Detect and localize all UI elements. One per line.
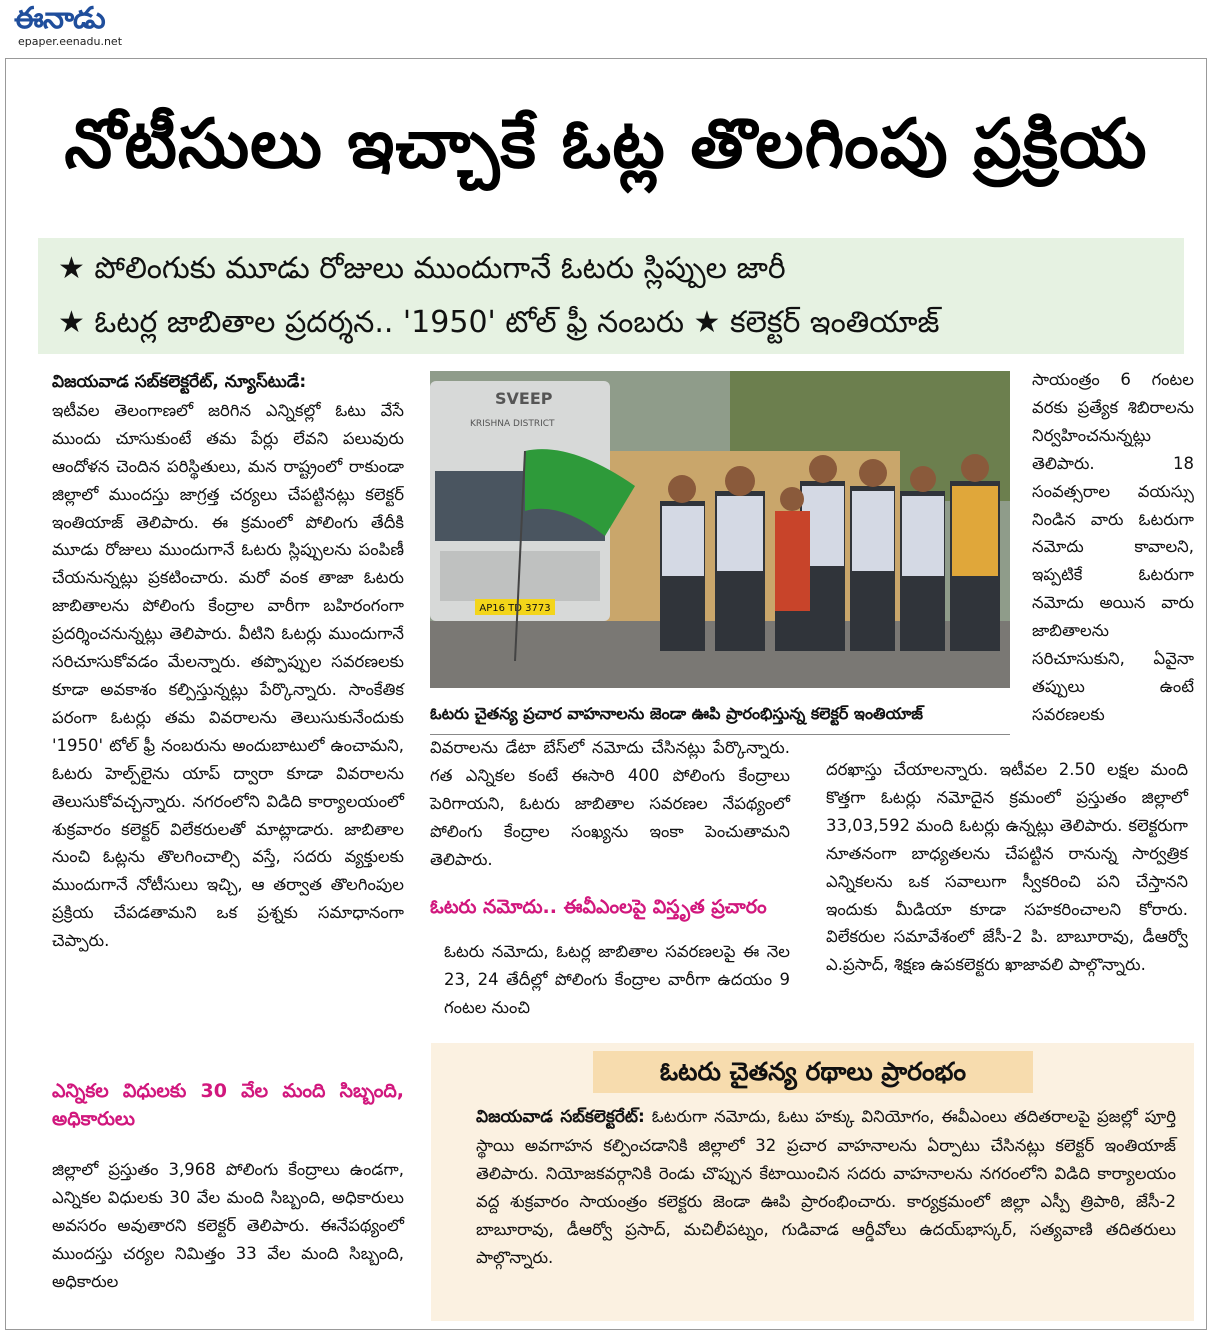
sidebar-story-text xyxy=(476,1103,1176,1271)
news-photo xyxy=(430,371,1010,688)
column-middle-right xyxy=(826,756,1188,979)
column-1 xyxy=(52,368,404,955)
license-plate: AP16 TD 3773 xyxy=(479,603,551,614)
dateline: విజయవాడ సబ్‌కలెక్టరేట్, న్యూస్‌టుడే: xyxy=(52,372,307,392)
epaper-url[interactable]: epaper.eenadu.net xyxy=(18,35,123,48)
sidebar-body: ఓటరుగా నమోదు, ఓటు హక్కు వినియోగం, ఈవీఎంలు తదితరాలపై ప్రజల్లో పూర్తి స్థాయి అవగాహన కల్పించడానికి జిల్లాలో 32 ప్రచార వాహనాలను ఏర్పాటు చేసినట్లు కలెక్టర్ ఇంతియాజ్ తెలిపారు. నియోజకవర్గానికి రెండు చొప్పున కేటాయించిన సదరు వాహనాలను నగరంలోని విడిది కార్యాలయం వద్ద శుక్రవారం సాయంత్రం కలెక్టరు జెండా ఊపి ప్రారంభించారు. కార్యక్రమంలో జిల్లా ఎస్పీ త్రిపాఠి, జేసీ-2 బాబూరావు, డీఆర్వో ప్రసాద్, మచిలీపట్నం, గుడివాడ ఆర్డీవోలు ఉదయ్‌భాస్కర్, సత్యవాణి తదితరులు పాల్గొన్నారు. xyxy=(476,1107,1176,1267)
column-middle-bottom-body: ఓటరు నమోదు, ఓటర్ల జాబితాల సవరణలపై ఈ నెల 23, 24 తేదీల్లో పోలింగు కేంద్రాల వారీగా ఉదయం 9 గంటల నుంచి xyxy=(444,942,790,1017)
photo-illustration xyxy=(430,371,1010,688)
masthead xyxy=(14,2,154,54)
column-middle-top xyxy=(430,734,790,874)
column-right-body: సాయంత్రం 6 గంటల వరకు ప్రత్యేక శిబిరాలను నిర్వహించనున్నట్లు తెలిపారు. 18 సంవత్సరాల వయస్సు నిండిన వారు ఓటరుగా నమోదు కావాలని, ఇప్పటికే ఓటరుగా నమోదు అయిన వారు జాబితాలను సరిచూసుకుని, ఏవైనా తప్పులు ఉంటే సవరణలకు xyxy=(1032,370,1194,724)
van-logo-text: SVEEP xyxy=(495,389,553,408)
photo-caption: ఓటరు చైతన్య ప్రచార వాహనాలను జెండా ఊపి ప్రారంభిస్తున్న కలెక్టర్ ఇంతియాజ్ xyxy=(430,704,923,723)
column-1-sub-body xyxy=(52,1156,404,1296)
column-middle-right-body: దరఖాస్తు చేయాలన్నారు. ఇటీవల 2.50 లక్షల మంది కొత్తగా ఓటర్లు నమోదైన క్రమంలో ప్రస్తుతం జిల్లాలో 33,03,592 మంది ఓటర్లు ఉన్నట్లు తెలిపారు. కలెక్టరుగా నూతనంగా బాధ్యతలను చేపట్టిన రానున్న సార్వత్రిక ఎన్నికలను ఒక సవాలుగా స్వీకరించి పని చేస్తానని ఇందుకు మీడియా కూడా సహకరించాలని కోరారు. విలేకరుల సమావేశంలో జేసీ-2 పి. బాబూరావు, డీఆర్వో ఎ.ప్రసాద్, శిక్షణ ఉపకలెక్టరు ఖాజావలి పాల్గొన్నారు. xyxy=(826,760,1188,975)
staff-paragraph: జిల్లాలో ప్రస్తుతం 3,968 పోలింగు కేంద్రాలు ఉండగా, ఎన్నికల విధులకు 30 వేల మంది సిబ్బంది, అధికారులు అవసరం అవుతారని కలెక్టర్ తెలిపారు. ఈనేపథ్యంలో ముందస్తు చర్యల నిమిత్తం 33 వేల మంది సిబ్బంది, అధికారుల xyxy=(52,1160,404,1291)
subheadline-1: ★ పోలింగుకు మూడు రోజులు ముందుగానే ఓటరు స్లిప్పుల జారీ xyxy=(58,251,786,286)
sidebar-story-title: ఓటరు చైతన్య రథాలు ప్రారంభం xyxy=(593,1051,1033,1093)
eenadu-logo: ఈనాడు xyxy=(14,1,105,36)
sidebar-dateline: విజయవాడ సబ్‌కలెక్టరేట్: xyxy=(476,1107,645,1127)
column-right xyxy=(1032,366,1194,729)
column-middle-bottom xyxy=(444,938,790,1022)
voter-registration-subheading: ఓటరు నమోదు.. ఈవీఎంలపై విస్తృత ప్రచారం xyxy=(430,896,767,918)
staff-subheading: ఎన్నికల విధులకు 30 వేల మంది సిబ్బంది, అధికారులు xyxy=(52,1080,404,1130)
article-headline: నోటీసులు ఇచ్చాకే ఓట్ల తొలగింపు ప్రక్రియ xyxy=(64,105,1148,184)
column-1-subhead xyxy=(52,1077,404,1133)
sidebar-story-box xyxy=(431,1043,1194,1321)
subheadline-box xyxy=(38,238,1184,354)
subheadline-2: ★ ఓటర్ల జాబితాల ప్రదర్శన.. '1950' టోల్ ఫ్రీ నంబరు ★ కలెక్టర్ ఇంతియాజ్ xyxy=(58,305,940,340)
van-district-text: KRISHNA DISTRICT xyxy=(470,419,555,429)
column-1-body: ఇటీవల తెలంగాణలో జరిగిన ఎన్నికల్లో ఓటు వేసే ముందు చూసుకుంటే తమ పేర్లు లేవని పలువురు ఆందోళన చెందిన పరిస్థితులు, మన రాష్ట్రంలో రాకుండా జిల్లాలో ముందస్తు జాగ్రత్త చర్యలు చేపట్టినట్లు కలెక్టర్ ఇంతియాజ్ తెలిపారు. ఈ క్రమంలో పోలింగు తేదీకి మూడు రోజులు ముందుగానే ఓటరు స్లిప్పులను పంపిణీ చేయనున్నట్లు ప్రకటించారు. మరో వంక తాజా ఓటరు జాబితాలను పోలింగు కేంద్రాల వారీగా బహిరంగంగా ప్రదర్శించనున్నట్లు తెలిపారు. వీటిని ఓటర్లు ముందుగానే సరిచూసుకోవడం మేలన్నారు. తప్పొప్పుల సవరణలకు కూడా అవకాశం కల్పిస్తున్నట్లు పేర్కొన్నారు. సాంకేతిక పరంగా ఓటర్లు తమ వివరాలను తెలుసుకునేందుకు '1950' టోల్ ఫ్రీ నంబరును అందుబాటులో ఉంచామని, ఓటరు హెల్ప్‌లైను యాప్ ద్వారా కూడా వివరాలను తెలుసుకోవచ్చన్నారు. నగరంలోని విడిది కార్యాలయంలో శుక్రవారం కలెక్టర్ విలేకరులతో మాట్లాడారు. జాబితాల నుంచి ఓట్లను తొలగించాల్సి వస్తే, సదరు వ్యక్తులకు ముందుగానే నోటీసులు ఇచ్చి, ఆ తర్వాత తొలగింపుల ప్రక్రియ చేపడతామని ఒక ప్రశ్నకు సమాధానంగా చెప్పారు. xyxy=(52,400,404,951)
column-middle-top-body: వివరాలను డేటా బేస్‌లో నమోదు చేసినట్లు పేర్కొన్నారు. గత ఎన్నికల కంటే ఈసారి 400 పోలింగు కేంద్రాలు పెరిగాయని, ఓటరు జాబితాల సవరణల నేపథ్యంలో పోలింగు కేంద్రాల సంఖ్యను ఇంకా పెంచుతామని తెలిపారు. xyxy=(430,738,790,869)
